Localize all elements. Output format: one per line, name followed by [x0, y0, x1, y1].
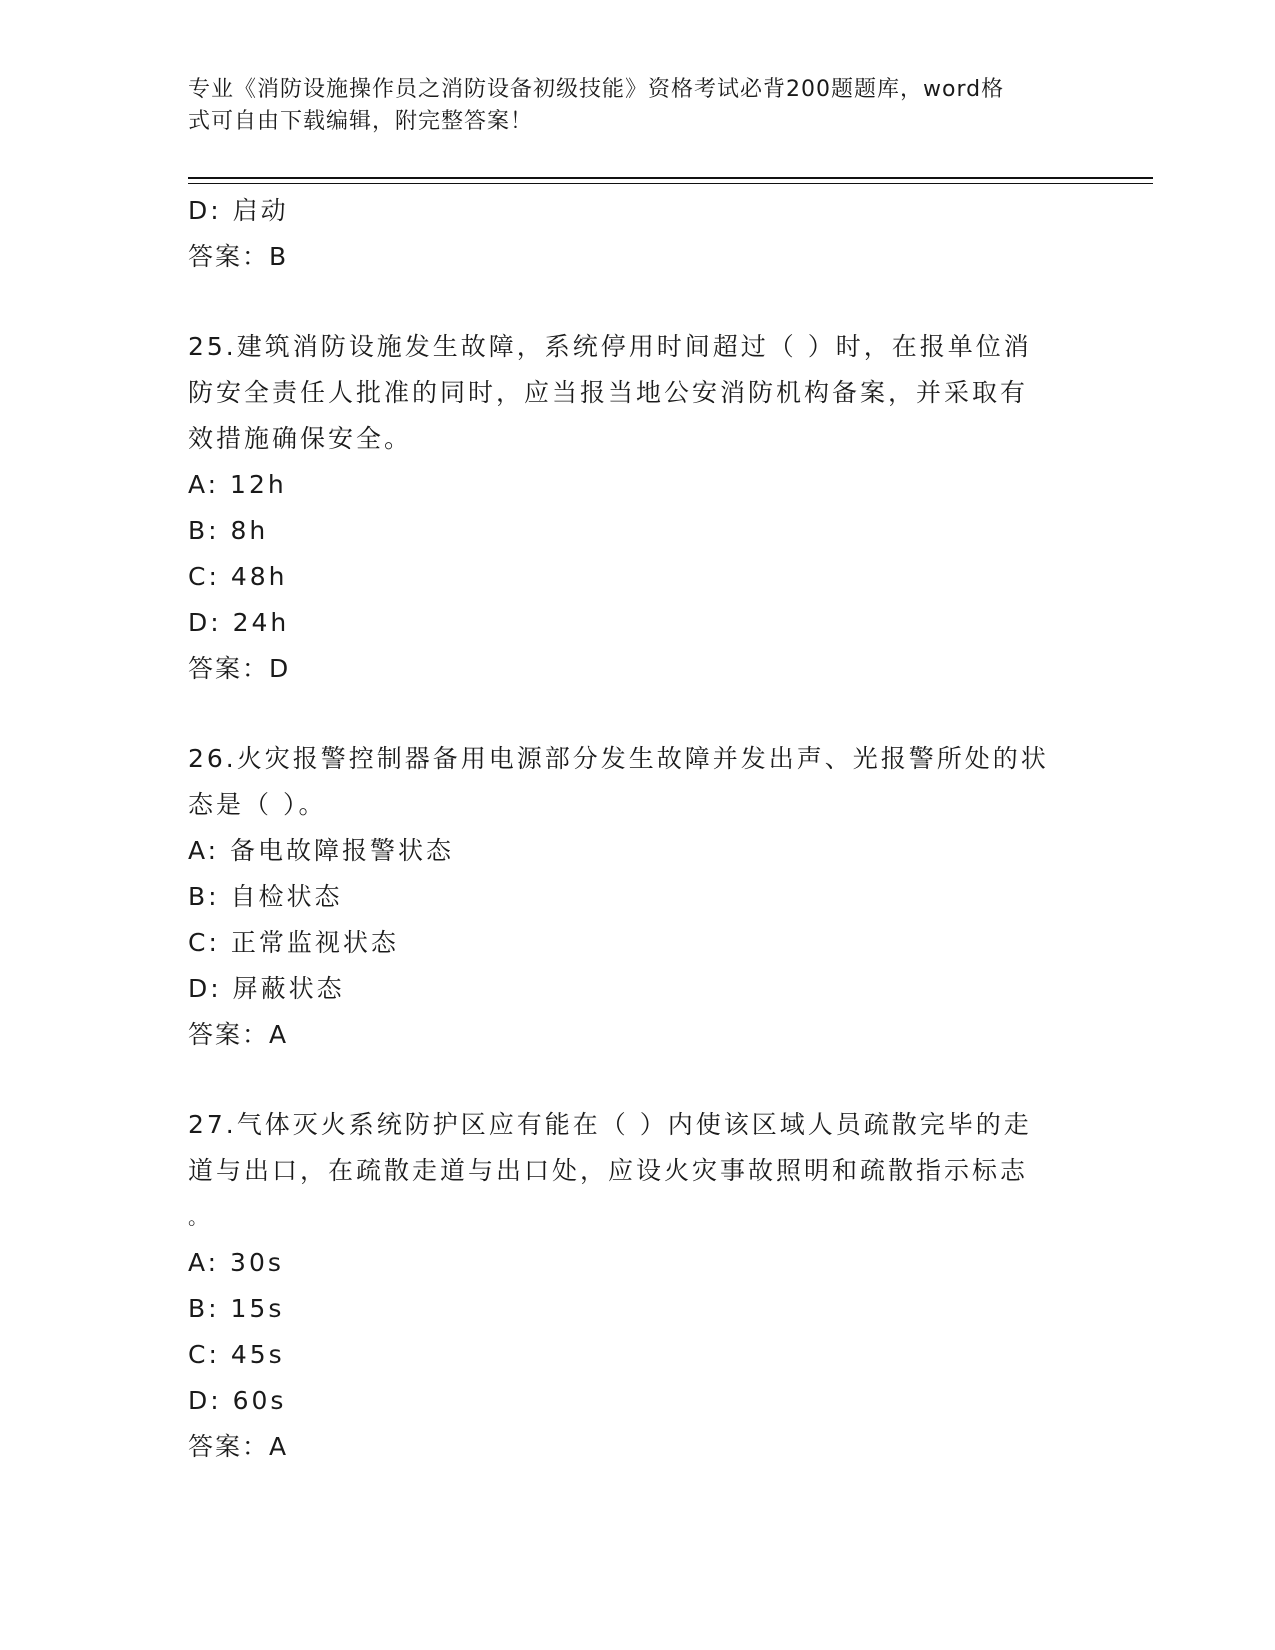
- spacer: [188, 692, 1088, 736]
- previous-question-tail: [188, 188, 1088, 280]
- question-26: [188, 736, 1088, 1058]
- question-text-line: 态是（ ）。: [188, 790, 327, 819]
- option-b: B: 8h: [188, 516, 269, 545]
- question-text-line: 效措施确保安全。: [188, 424, 413, 453]
- header-line-2: 式可自由下载编辑，附完整答案！: [188, 109, 534, 134]
- question-27: [188, 1102, 1088, 1470]
- option-c: C: 45s: [188, 1340, 285, 1369]
- header-rule-thick: [188, 177, 1153, 179]
- spacer: [188, 280, 1088, 324]
- answer-line: 答案：B: [188, 242, 289, 271]
- answer-line: 答案：A: [188, 1432, 289, 1461]
- option-c: C: 48h: [188, 562, 288, 591]
- answer-line: 答案：D: [188, 654, 291, 683]
- question-text-line: 26.火灾报警控制器备用电源部分发生故障并发出声、光报警所处的状: [188, 744, 1049, 773]
- question-content: [188, 188, 1088, 1470]
- option-d: D: 24h: [188, 608, 290, 637]
- option-d: D: 启动: [188, 196, 289, 225]
- question-text-line: 25.建筑消防设施发生故障，系统停用时间超过（ ）时，在报单位消: [188, 332, 1032, 361]
- question-text-line: 。: [188, 1205, 211, 1229]
- question-text-line: 道与出口，在疏散走道与出口处，应设火灾事故照明和疏散指示标志: [188, 1156, 1029, 1185]
- document-header: [188, 74, 1068, 138]
- header-rule-thin: [188, 183, 1153, 184]
- option-d: D: 屏蔽状态: [188, 974, 345, 1003]
- option-a: A: 30s: [188, 1248, 284, 1277]
- option-a: A: 12h: [188, 470, 287, 499]
- spacer: [188, 1058, 1088, 1102]
- question-text-line: 27.气体灭火系统防护区应有能在（ ）内使该区域人员疏散完毕的走: [188, 1110, 1032, 1139]
- option-b: B: 15s: [188, 1294, 285, 1323]
- header-line-1: 专业《消防设施操作员之消防设备初级技能》资格考试必背200题题库，word格: [188, 77, 1005, 102]
- option-a: A: 备电故障报警状态: [188, 836, 455, 865]
- answer-line: 答案：A: [188, 1020, 289, 1049]
- question-25: [188, 324, 1088, 692]
- question-text-line: 防安全责任人批准的同时，应当报当地公安消防机构备案，并采取有: [188, 378, 1029, 407]
- option-c: C: 正常监视状态: [188, 928, 399, 957]
- option-d: D: 60s: [188, 1386, 287, 1415]
- option-b: B: 自检状态: [188, 882, 343, 911]
